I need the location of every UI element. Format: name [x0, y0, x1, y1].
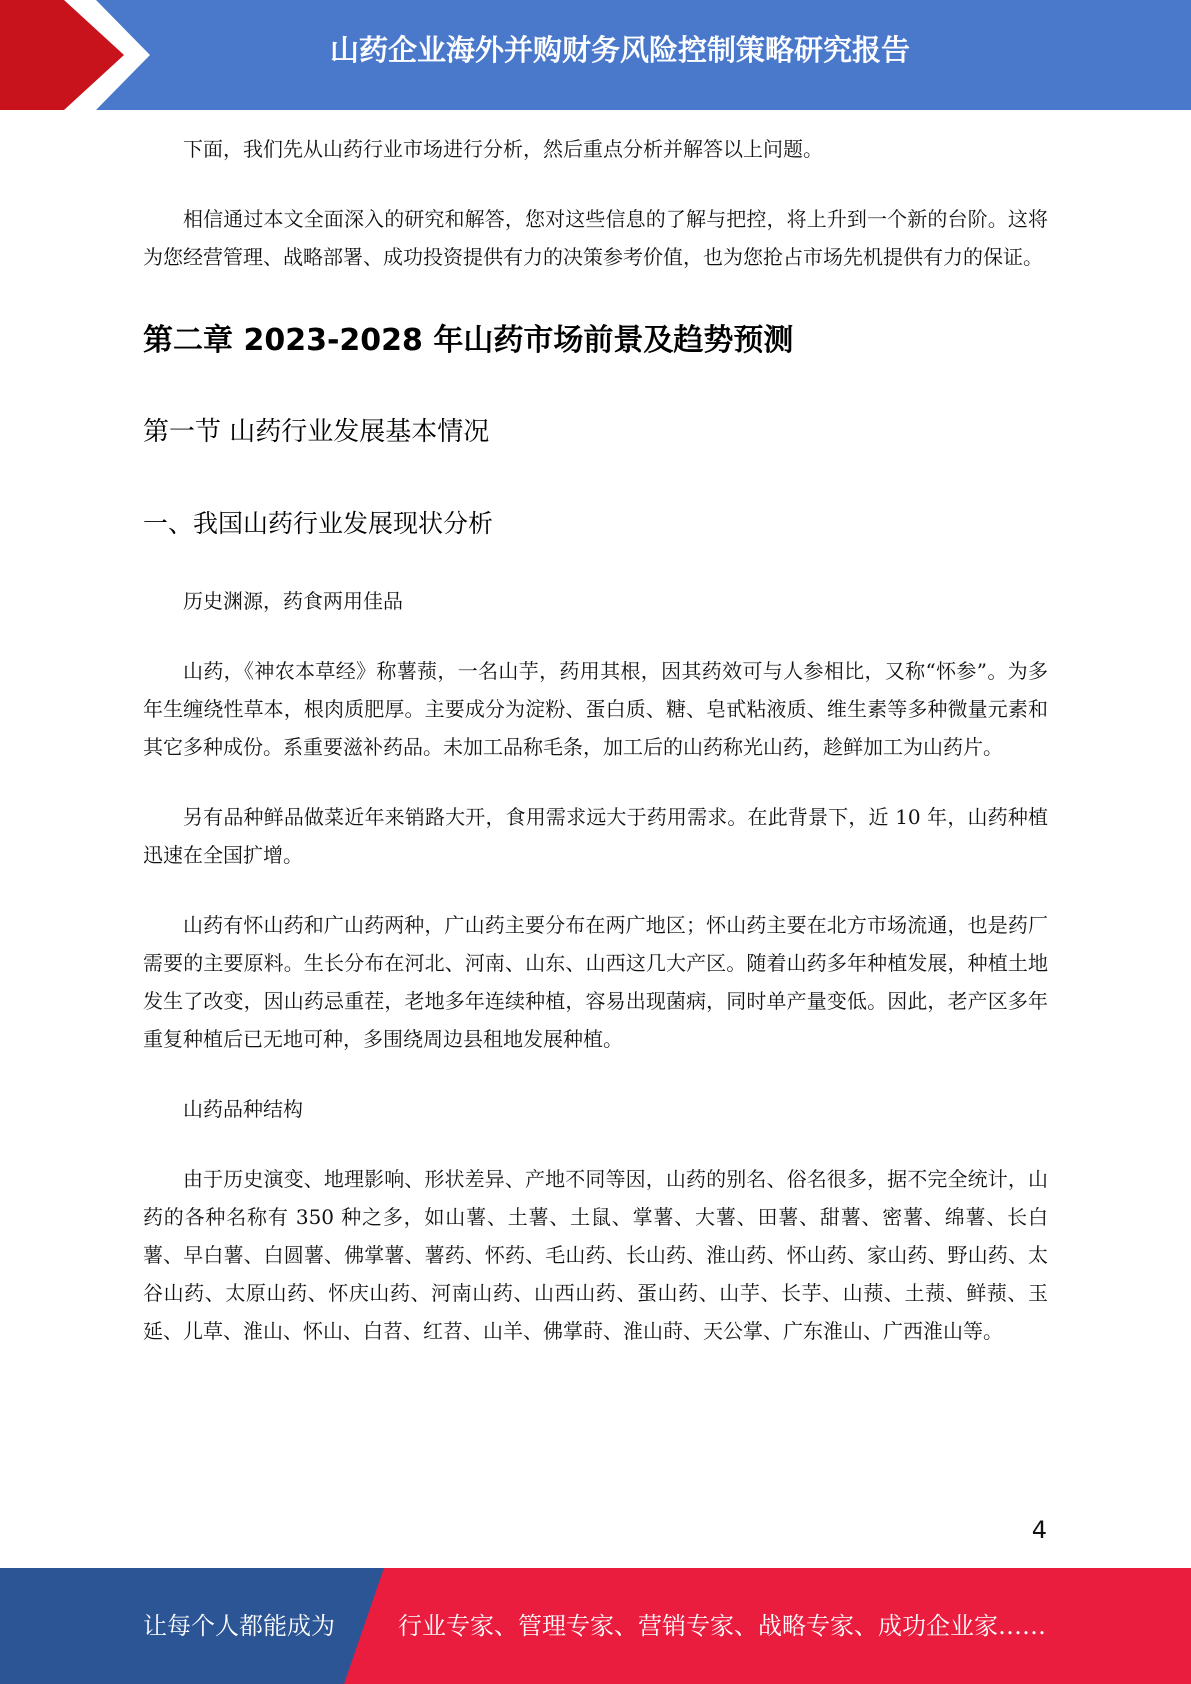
chapter-heading: 第二章 2023-2028 年山药市场前景及趋势预测	[143, 323, 794, 358]
report-title: 山药企业海外并购财务风险控制策略研究报告	[329, 33, 910, 67]
subsection-heading: 一、我国山药行业发展现状分析	[143, 509, 494, 538]
page-number: 4	[1031, 1516, 1047, 1544]
intro-paragraph: 下面，我们先从山药行业市场进行分析，然后重点分析并解答以上问题。	[183, 137, 823, 161]
body-paragraph: 由于历史演变、地理影响、形状差异、产地不同等因，山药的别名、俗名很多，据不完全统计，山药的各种名称有 350 种之多，如山薯、土薯、土鼠、掌薯、大薯、田薯、甜薯、密薯、绵薯、长白薯、早白薯、白圆薯、佛掌薯、薯药、怀药、毛山药、长山药、淮山药、怀山药、家山药、野山药、太谷山药、太原山药、怀庆山药、河南山药、山西山药、蛋山药、山芋、长芋、山蓣、土蓣、鲜蓣、玉延、儿草、淮山、怀山、白苕、红苕、山羊、佛掌莳、淮山莳、天公掌、广东淮山、广西淮山等。	[143, 1167, 1048, 1343]
header-chevron-red	[0, 0, 140, 110]
body-paragraph: 历史渊源，药食两用佳品	[183, 589, 403, 613]
body-paragraph: 山药有怀山药和广山药两种，广山药主要分布在两广地区；怀山药主要在北方市场流通，也是药厂需要的主要原料。生长分布在河北、河南、山东、山西这几大产区。随着山药多年种植发展，种植土地发生了改变，因山药忌重茬，老地多年连续种植，容易出现菌病，同时单产量变低。因此，老产区多年重复种植后已无地可种，多围绕周边县租地发展种植。	[143, 913, 1048, 1051]
page-footer	[0, 1568, 1191, 1684]
intro-paragraph: 相信通过本文全面深入的研究和解答，您对这些信息的了解与把控，将上升到一个新的台阶。这将为您经营管理、战略部署、成功投资提供有力的决策参考价值，也为您抢占市场先机提供有力的保证。	[143, 207, 1048, 269]
body-paragraph: 山药品种结构	[183, 1097, 303, 1121]
page-header	[0, 0, 1191, 110]
page-content	[143, 130, 1048, 1382]
body-paragraph: 另有品种鲜品做菜近年来销路大开，食用需求远大于药用需求。在此背景下，近 10 年，山药种植迅速在全国扩增。	[143, 805, 1048, 867]
footer-slogan-right: 行业专家、管理专家、营销专家、战略专家、成功企业家……	[398, 1612, 1046, 1640]
body-paragraph: 山药，《神农本草经》称薯蓣，一名山芋，药用其根，因其药效可与人参相比，又称“怀参”。为多年生缠绕性草本，根肉质肥厚。主要成分为淀粉、蛋白质、糖、皂甙粘液质、维生素等多种微量元素和其它多种成份。系重要滋补药品。未加工品称毛条，加工后的山药称光山药，趁鲜加工为山药片。	[143, 659, 1048, 759]
footer-slogan-left: 让每个人都能成为	[143, 1612, 335, 1640]
section-heading: 第一节 山药行业发展基本情况	[143, 417, 490, 447]
